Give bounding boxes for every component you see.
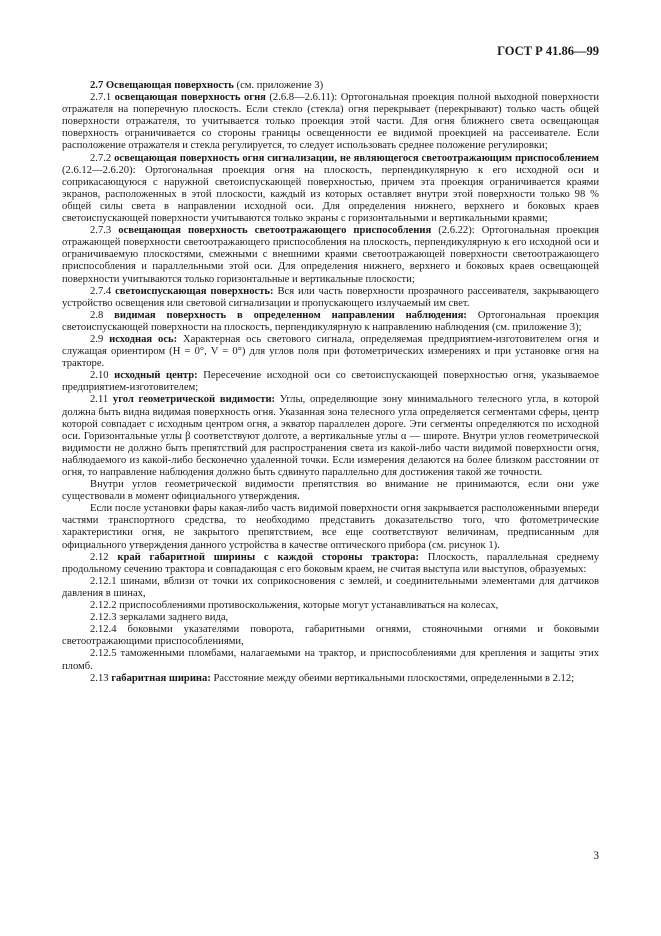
paragraph-2-7-1: 2.7.1 освещающая поверхность огня (2.6.8—2.6.11): Ортогональная проекция полной выходной поверхности отражателя на поперечную плоскость. Если стекло (стекла) огня перекрывает (перекрывают) только часть общей поверхности отражателя, то учитывается только проекция этой части. Для огня ближнего света освещающая поверхность ограничивается со стороны границы освещенности ее видимой проекцией на рассеивателе. Если расположение отражателя и стекла регулируется, то следует использовать среднее положение регулировки;: [62, 92, 599, 152]
paragraph-2-8: 2.8 видимая поверхность в определенном направлении наблюдения: Ортогональная проекция светоиспускающей поверхности на плоскость, перпендикулярную к направлению наблюдения (см. приложение 3);: [62, 309, 599, 333]
paragraph-2-7-4: 2.7.4 светоиспускающая поверхность: Вся или часть поверхности прозрачного рассеивателя, закрывающего устройство освещения или световой сигнализации и пропускающего излучаемый им свет.: [62, 285, 599, 309]
paragraph-2-12-1: 2.12.1 шинами, вблизи от точки их соприкосновения с землей, и соединительными элементами для датчиков давления в шинах,: [62, 575, 600, 599]
document-header: ГОСТ Р 41.86—99: [497, 44, 599, 58]
paragraph-2-13: 2.13 габаритная ширина: Расстояние между обеими вертикальными плоскостями, определенными в 2.12;: [90, 672, 575, 684]
paragraph-2-11-note-1: Внутри углов геометрической видимости препятствия во внимание не принимаются, если они уже существовали в момент официального утверждения.: [62, 479, 599, 503]
paragraph-2-9: 2.9 исходная ось: Характерная ось светового сигнала, определяемая предприятием-изготовителем огня и служащая ориентиром (H = 0°, V = 0°) для углов поля при фотометрических измерениях и при установке огня на тракторе.: [62, 333, 600, 370]
paragraph-2-10: 2.10 исходный центр: Пересечение исходной оси со светоиспускающей поверхностью огня, указываемое предприятием-изготовителем;: [62, 370, 600, 394]
paragraph-2-7: 2.7 Освещающая поверхность (см. приложение 3): [90, 80, 324, 91]
paragraph-2-12: 2.12 край габаритной ширины с каждой стороны трактора: Плоскость, параллельная среднему продольному сечению трактора и совпадающая с его боковым краем, не считая выступа или выступов, образуемых:: [62, 551, 599, 575]
paragraph-2-11-note-2: Если после установки фары какая-либо часть видимой поверхности огня закрывается расположенными впереди частями транспортного средства, то необходимо представить доказательство того, что фотометрические характеристики огня, не закрытого препятствием, все еще соответствуют величинам, предписанным для официального утверждения данного устройства в качестве оптического прибора (см. рисунок 1).: [62, 503, 599, 551]
paragraph-2-12-3: 2.12.3 зеркалами заднего вида,: [90, 612, 229, 624]
paragraph-2-12-2: 2.12.2 приспособлениями противоскольжения, которые могут устанавливаться на колесах,: [90, 600, 499, 612]
page-number: 3: [593, 850, 599, 862]
paragraph-2-12-5: 2.12.5 таможенными пломбами, налагаемыми на трактор, и приспособлениями для крепления и защиты этих пломб.: [62, 648, 599, 672]
paragraph-2-12-4: 2.12.4 боковыми указателями поворота, габаритными огнями, стояночными огнями и боковыми светоотражающими приспособлениями,: [62, 624, 599, 648]
paragraph-2-7-2: 2.7.2 освещающая поверхность огня сигнализации, не являющегося светоотражающим приспособлением (2.6.12—2.6.20): Ортогональная проекция огня на плоскость, перпендикулярную к его исходной оси и соприкасающуюся с наружной светоиспускающей поверхностью, причем эта проекция ограничивается краями экранов, расположенных в этой плоскости, каждый из которых оставляет внутри этой поверхности только 98 % общей силы света в направлении исходной оси. Для определения нижнего, верхнего и боковых краев светоиспускающей поверхности учитываются только экраны с горизонтальными и вертикальными краями;: [62, 152, 599, 225]
paragraph-2-11: 2.11 угол геометрической видимости: Углы, определяющие зону минимального телесного угла, в которой должна быть видна видимая поверхность огня. Указанная зона телесного угла определяется сегментами сферы, центр которой совпадает с исходным центром огня, а экватор параллелен дороге. Эти сегменты определяются по исходной оси. Горизонтальные углы β соответствуют долготе, а вертикальные углы α — широте. Внутри углов геометрической видимости не должно быть препятствий для распространения света из какой-либо части видимой поверхности огня, наблюдаемого из какой-либо бесконечно удаленной точки. Если измерения делаются на более близком расстоянии от огня, то направление наблюдения должно быть сдвинуто параллельно для достижения такой же точности.: [62, 394, 600, 478]
document-body: [62, 80, 599, 685]
paragraph-2-7-3: 2.7.3 освещающая поверхность светоотражающего приспособления (2.6.22): Ортогональная проекция отражающей поверхности светоотражающего приспособления на плоскость, перпендикулярную к его исходной оси и ограничиваемую плоскостями, смежными с внешними краями светоотражающей поверхности светоотражающего приспособления и параллельными этой оси. Для определения нижнего, верхнего и боковых краев освещающей поверхности учитываются только горизонтальные и вертикальные плоскости;: [62, 225, 599, 285]
